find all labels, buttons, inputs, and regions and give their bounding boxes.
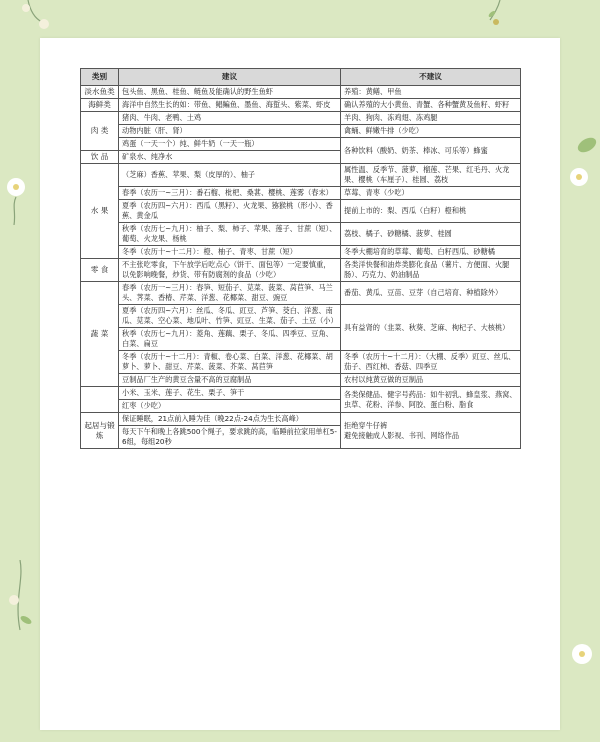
table-row (81, 99, 521, 112)
suggest-cell: 春季（农历一~三月）：春笋、短茄子、苋菜、菠菜、莴苣笋、马兰头、荠菜、香椿、芹菜、洋葱、花椰菜、甜豆、豌豆 (119, 282, 341, 305)
flower-decoration-bottom-right (562, 630, 600, 690)
avoid-cell: 各种饮料（酸奶、奶茶、棒冰、可乐等）蜂蜜 (341, 138, 521, 164)
table-row (81, 138, 521, 151)
header-suggest: 建议 (119, 69, 341, 86)
table-row (81, 223, 521, 246)
avoid-cell: 确认养殖的大小黄鱼、青蟹、各种蟹黄及鱼籽、虾籽 (341, 99, 521, 112)
table-row (81, 351, 521, 374)
avoid-cell: 荔枝、橘子、砂糖橘、菠萝、桂圆 (341, 223, 521, 246)
suggest-cell: 春季（农历一~三月）：番石榴、枇杷、桑葚、樱桃、莲雾（春末） (119, 187, 341, 200)
table-row (81, 246, 521, 259)
avoid-cell: 具有益肾的（韭菜、秋葵、芝麻、枸杞子、大核桃） (341, 305, 521, 351)
table-row (81, 112, 521, 125)
suggest-cell: 鸡蛋（一天一个）纯、鲜牛奶（一天一瓶） (119, 138, 341, 151)
category-cell: 淡水鱼类 (81, 86, 119, 99)
suggest-cell: 动物内脏（肝、肾） (119, 125, 341, 138)
table-row (81, 282, 521, 305)
suggest-cell: 豆制品厂生产的黄豆含量不高的豆腐制品 (119, 374, 341, 387)
table-row (81, 374, 521, 387)
category-cell: 饮 品 (81, 151, 119, 164)
avoid-cell: 各类洋快餐和油炸类膨化食品（薯片、方便面、火腿肠）、巧克力、奶油制品 (341, 259, 521, 282)
avoid-line: 避免接触成人影视、书刊、网络作品 (344, 430, 460, 440)
flower-decoration-right (565, 125, 600, 205)
table-row (81, 413, 521, 426)
header-avoid: 不建议 (341, 69, 521, 86)
diet-advice-table (80, 68, 521, 449)
avoid-cell (341, 413, 521, 449)
category-cell-empty (81, 387, 119, 413)
category-cell: 零 食 (81, 259, 119, 282)
avoid-cell: 冬季（农历十~十二月）：（大棚、反季）豇豆、丝瓜、茄子、西红柿、香菇、四季豆 (341, 351, 521, 374)
suggest-cell: 海洋中自然生长的如：带鱼、鲳鳊鱼、墨鱼、海蜇头、紫菜、虾皮 (119, 99, 341, 112)
avoid-cell: 羊肉、狗肉、冻鸡翅、冻鸡腿 (341, 112, 521, 125)
table-row (81, 387, 521, 400)
suggest-cell: 不主张吃零食，下午放学后吃点心（饼干、面包等）一定要慎重，以免影响晚餐，炒货、带有防腐剂的食品（少吃） (119, 259, 341, 282)
avoid-cell: 禽蛹、鲜嫩牛排（少吃） (341, 125, 521, 138)
table-row (81, 305, 521, 328)
avoid-cell: 草莓、青枣（少吃） (341, 187, 521, 200)
table-row (81, 200, 521, 223)
suggest-cell: 小米、玉米、莲子、花生、栗子、笋干 (119, 387, 341, 400)
table-row (81, 86, 521, 99)
suggest-cell: 猪肉、牛肉、老鸭、土鸡 (119, 112, 341, 125)
suggest-cell: 冬季（农历十~十二月）：青椒、卷心菜、白菜、洋葱、花椰菜、胡萝卜、萝卜、甜豆、芹菜、菠菜、芥菜、莴苣笋 (119, 351, 341, 374)
suggest-cell: 秋季（农历七~九月）：柚子、梨、柿子、苹果、莲子、甘蔗（短）、葡萄、火龙果、杨桃 (119, 223, 341, 246)
suggest-cell: 夏季（农历四~六月）：西瓜（黑籽）、火龙果、猕猴桃（形小）、香蕉、黄金瓜 (119, 200, 341, 223)
category-cell: 肉 类 (81, 112, 119, 151)
category-cell: 蔬 菜 (81, 282, 119, 387)
category-cell: 起居与锻炼 (81, 413, 119, 449)
document-sheet (40, 38, 560, 730)
suggest-cell: （芝麻）香蕉、苹果、梨（皮厚的）、柚子 (119, 164, 341, 187)
flower-decoration-top-left (8, 0, 68, 40)
avoid-cell: 提前上市的：梨、西瓜（白籽）橙和桃 (341, 200, 521, 223)
suggest-cell: 矿泉水、纯净水 (119, 151, 341, 164)
avoid-cell: 属性温、反季节、菠萝、榴莲、芒果、红毛丹、火龙果、樱桃（车厘子）、桂圆、荔枝 (341, 164, 521, 187)
flower-decoration-left (0, 165, 36, 225)
table-header-row (81, 69, 521, 86)
suggest-cell: 保证睡眠，21点前入睡为佳（晚22点-24点为生长高峰） (119, 413, 341, 426)
leaf-decoration-top-right (470, 0, 530, 40)
avoid-cell: 番茄、黄瓜、豆苗、豆芽（自己培育、种植除外） (341, 282, 521, 305)
avoid-cell: 各类保健品、健字号药品：如牛初乳、蜂皇浆、燕窝、虫草、花粉、洋参、阿胶、蛋白粉、脂食 (341, 387, 521, 413)
header-category: 类别 (81, 69, 119, 86)
table-row (81, 125, 521, 138)
table-row (81, 187, 521, 200)
suggest-cell: 红枣（少吃） (119, 400, 341, 413)
avoid-cell: 农村以纯黄豆做的豆制品 (341, 374, 521, 387)
avoid-cell: 养殖：黄鳝、甲鱼 (341, 86, 521, 99)
suggest-cell: 包头鱼、黑鱼、桂鱼、鲢鱼及能确认的野生鱼虾 (119, 86, 341, 99)
table-row (81, 259, 521, 282)
avoid-cell: 冬季大棚培育的草莓、葡萄、白籽西瓜、砂糖橘 (341, 246, 521, 259)
table-row (81, 164, 521, 187)
flower-decoration-bottom-left (0, 560, 40, 650)
suggest-cell: 冬季（农历十~十二月）：橙、柚子、青枣、甘蔗（短） (119, 246, 341, 259)
category-cell: 海鲜类 (81, 99, 119, 112)
category-cell: 水 果 (81, 164, 119, 259)
suggest-cell: 秋季（农历七~九月）：菱角、莲藕、栗子、冬瓜、四季豆、豆角、白菜、扁豆 (119, 328, 341, 351)
avoid-line: 拒绝穿牛仔裤 (344, 420, 388, 430)
suggest-cell: 夏季（农历四~六月）：丝瓜、冬瓜、豇豆、芦笋、茭白、洋葱、南瓜、苋菜、空心菜、地瓜叶、竹笋、豇豆、生菜、茄子、土豆（小） (119, 305, 341, 328)
suggest-cell: 每天下午和晚上各跳500个绳子，要求跳的高，临睡前拉家用单杠5-6组，每组20秒 (119, 426, 341, 449)
